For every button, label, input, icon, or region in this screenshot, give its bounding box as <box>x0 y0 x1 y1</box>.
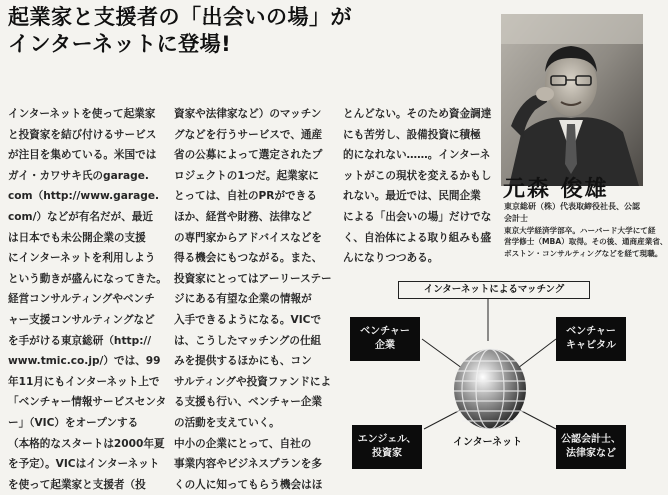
body-text-line: みを提供するほかにも、コン <box>174 355 312 368</box>
body-text-line: www.tmic.co.jp/）では、99 <box>8 355 161 368</box>
body-text-line: を予定）。VICはインターネット <box>8 458 160 471</box>
body-text-line: 投資家にとってはアーリーステー <box>174 272 332 285</box>
body-text-line: ロジェクトの1つだ。起業家に <box>174 169 319 182</box>
body-text-line: （本格的なスタートは2000年夏 <box>8 437 165 450</box>
body-text-line: ー」（VIC）をオープンする <box>8 416 139 429</box>
connector-line <box>422 339 466 371</box>
body-text-line: サルティングや投資ファンドによ <box>174 375 332 388</box>
box-label-line: 公認会計士、 <box>561 434 621 445</box>
profile-bio <box>504 201 668 260</box>
body-text-line: 入手できるようになる。VICで <box>174 313 322 326</box>
body-text-line: 的になれない……。インターネ <box>343 149 491 162</box>
body-text-line: る支援も行い、ベンチャー企業 <box>174 396 322 409</box>
body-text-line: くの人に知ってもらう機会はほ <box>174 478 323 491</box>
body-text-line: ガイ・カワサキ氏のgarage. <box>8 169 149 182</box>
profile-bio-line-1: 東京大学経済学部卒。ハーバード大学にて経 <box>504 225 656 235</box>
body-text-line: の活動を支えていく。 <box>174 416 280 429</box>
body-text-line: ャー支援コンサルティングなど <box>8 313 155 326</box>
box-label-line: キャピタル <box>566 340 616 351</box>
box-label-line: 企業 <box>375 340 395 351</box>
body-text-line: グなどを行うサービスで、通産 <box>174 128 323 141</box>
body-text-line: が注目を集めている。米国では <box>8 149 157 162</box>
angel-investor-box <box>352 425 422 469</box>
body-text-line: 年11月にもインターネット上で <box>8 375 160 388</box>
body-text-line: く、自治体による取り組みも盛 <box>343 231 492 244</box>
headline-line-2: インターネットに登場! <box>8 32 232 56</box>
body-text-line: 経営コンサルティングやベンチ <box>8 293 155 306</box>
body-text-line: とっては、自社のPRができる <box>174 190 317 203</box>
accountant-lawyer-box <box>556 425 626 469</box>
profile-bio-line-2: 営学修士（MBA）取得。その後、通商産業省、 <box>504 237 668 247</box>
body-text-line: ほか、経営や財務、法律など <box>174 210 312 223</box>
internet-label: インターネット <box>453 437 523 448</box>
portrait-illustration <box>501 14 643 186</box>
headline <box>8 4 508 58</box>
body-text-line: とんどない。そのため資金調達 <box>343 108 492 120</box>
body-text-line: を使って起業家と支援者（投 <box>8 478 146 491</box>
body-text-line: 資家や法律家など）のマッチン <box>174 108 322 120</box>
profile-title-line-1: 東京総研（株）代表取締役社長、公認 <box>504 202 640 211</box>
body-text-line: にも苦労し、設備投資に積極 <box>343 128 481 141</box>
box-label-line: ベンチャー <box>360 326 410 337</box>
body-text-line: ットがこの現状を変えるかもし <box>343 169 492 182</box>
body-column-1 <box>8 104 166 495</box>
box-label-line: 投資家 <box>372 448 402 459</box>
body-text-line: 中小の企業にとって、自社の <box>174 437 312 450</box>
connector-line <box>514 339 556 371</box>
profile-name: 元森 俊雄 <box>503 177 609 202</box>
body-text-line: 「ベンチャー情報サービスセンタ <box>8 396 167 409</box>
profile-bio-line-3: ボストン・コンサルティングなどを経て現職。 <box>504 249 663 259</box>
body-text-line: の専門家からアドバイスなどを <box>174 231 322 244</box>
body-text-line: ジにある有望な企業の情報が <box>174 293 312 306</box>
profile-title-line-2: 会計士 <box>504 213 528 223</box>
body-text-line: 事業内容やビジネスプランを多 <box>174 458 322 471</box>
body-text-line: という動きが盛んになってきた。 <box>8 272 167 285</box>
body-text-line: にインターネットを利用しよう <box>8 252 156 265</box>
body-text-line: は日本でも未公開企業の支援 <box>8 231 146 244</box>
diagram-title: インターネットによるマッチング <box>398 281 590 299</box>
body-text-line: 得る機会にもつながる。また、 <box>174 252 323 265</box>
body-text-line: com/）などが有名だが、最近 <box>8 210 153 223</box>
body-text-line: れない。最近では、民間企業 <box>343 190 481 203</box>
body-column-2 <box>174 104 336 495</box>
body-text-line: は、こうしたマッチングの仕組 <box>174 334 322 347</box>
body-text-line: インターネットを使って起業家 <box>8 108 156 120</box>
body-text-line: com（http://www.garage. <box>8 190 160 203</box>
box-label-line: 法律家など <box>566 448 616 459</box>
box-label-line: エンジェル、 <box>357 434 417 445</box>
venture-company-box <box>350 317 420 361</box>
globe-icon <box>454 349 526 429</box>
body-text-line: と投資家を結び付けるサービス <box>8 128 157 141</box>
body-text-line: 省の公募によって選定されたプ <box>174 149 323 162</box>
body-text-line: んになりつつある。 <box>343 252 439 265</box>
body-text-line: による「出会いの場」だけでな <box>343 210 492 223</box>
portrait-photo <box>501 14 643 186</box>
headline-line-1: 起業家と支援者の「出会いの場」が <box>8 5 352 29</box>
box-label-line: ベンチャー <box>566 326 616 337</box>
venture-capital-box <box>556 317 626 361</box>
body-column-3 <box>343 104 493 269</box>
body-text-line: を手がける東京総研（http:// <box>8 334 152 347</box>
